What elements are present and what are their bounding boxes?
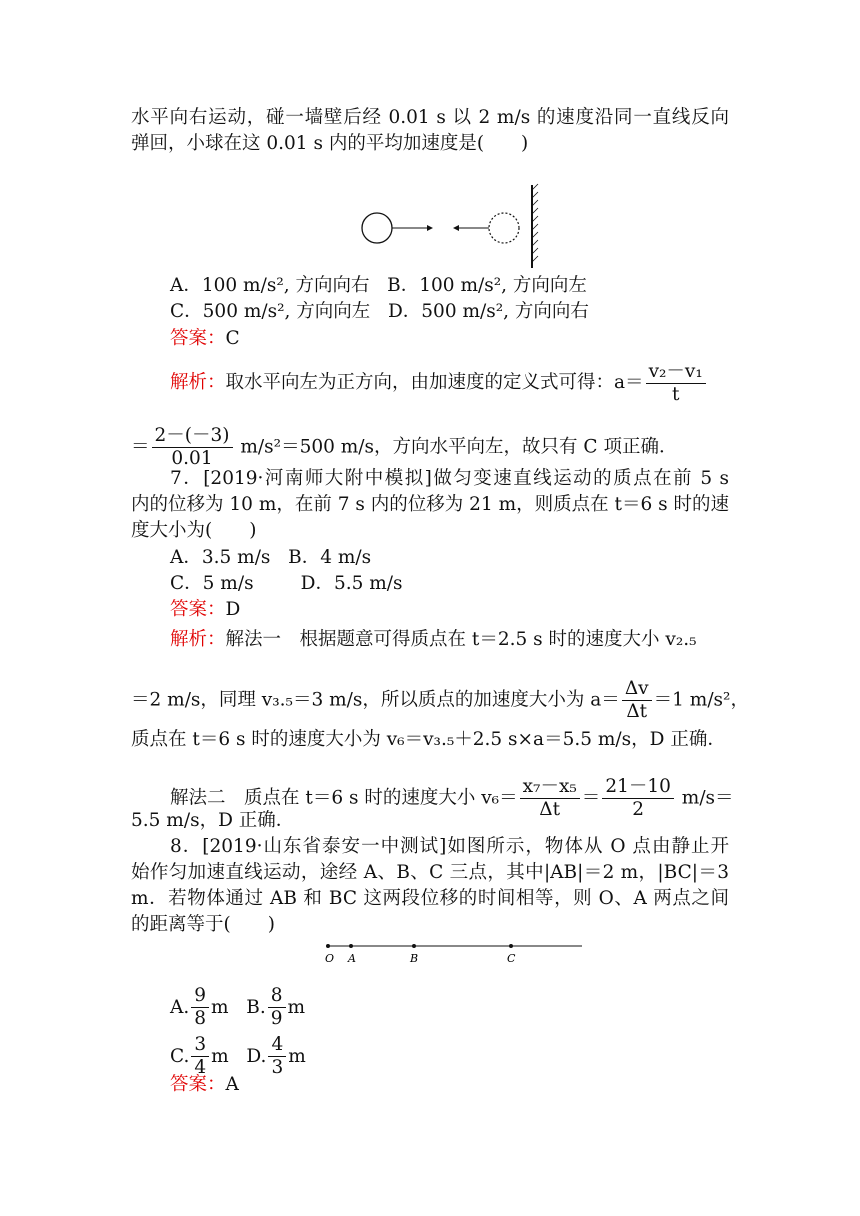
q7-fraction-numeric: $\frac{21-10}{2}$ (602, 776, 674, 821)
q6-analysis-label: 解析： (170, 372, 226, 393)
q8-answer (170, 1072, 729, 1098)
q7-options-ab (170, 545, 729, 571)
q6-analysis-equation: ＝ $\frac{2-(-3)}{0.01}$ m/s²＝500 m/s，方向水平向左，故只有 C 项正确． (131, 425, 678, 469)
q6-answer (170, 326, 729, 352)
q6-options-cd (170, 299, 729, 325)
ball-after-icon (489, 213, 519, 243)
q6-analysis-text: 取水平向左为正方向，由加速度的定义式可得：a＝ (225, 372, 644, 393)
q7-answer (170, 597, 729, 623)
q8-options-ab (170, 985, 729, 1030)
q7-answer-value: D (225, 599, 241, 620)
q6-stem-line-2: 弹回，小球在这 0.01 s 内的平均加速度是( ) (131, 133, 529, 154)
q6-option-a: A．100 m/s², 方向向右 (170, 275, 370, 296)
q6-stem-line-1: 水平向右运动，碰一墙壁后经 0.01 s 以 2 m/s 的速度沿同一直线反向 (131, 107, 729, 128)
q6-option-b: B．100 m/s², 方向向左 (387, 275, 587, 296)
q6-analysis (170, 361, 729, 406)
q7-analysis-1: 解析：解法一 根据题意可得质点在 t＝2.5 s 时的速度大小 v₂.₅ (170, 629, 697, 650)
q8-line-figure (318, 938, 588, 968)
q6-fraction-v: $\frac{\text{v₂－v₁}}{t}$ (646, 361, 706, 406)
q7-stem-line-1: 7．[2019·河南师大附中模拟]做匀变速直线运动的质点在前 5 s (170, 468, 729, 489)
q7-option-a: A．3.5 m/s (170, 547, 271, 568)
q6-options-ab (170, 273, 729, 299)
q6-ball-wall-figure (355, 180, 545, 270)
point-a-icon (349, 944, 353, 948)
q7-fraction-x: $\frac{\text{x₇－x₅}}{\Delta t}$ (520, 776, 580, 821)
q6-answer-label: 答案： (170, 328, 226, 349)
point-c-icon (509, 944, 513, 948)
q7-option-d: D．5.5 m/s (300, 573, 403, 594)
q8-stem-line-1: 8．[2019·山东省泰安一中测试]如图所示，物体从 O 点由静止开 (170, 836, 729, 857)
point-o-icon (326, 944, 330, 948)
q7-answer-label: 答案： (170, 599, 226, 620)
q7-method-2-end: 5.5 m/s，D 正确． (131, 810, 295, 831)
q8-option-a: A. $\frac{9}{8}$ m (170, 985, 229, 1029)
q6-option-c: C．500 m/s², 方向向左 (170, 301, 371, 322)
q8-option-d: D. $\frac{4}{3}$ m (246, 1034, 306, 1078)
q7-fraction-dv-dt: $\frac{\Delta v}{\Delta t}$ (622, 678, 652, 723)
q7-analysis-3: 质点在 t＝6 s 时的速度大小为 v₆＝v₃.₅＋2.5 s×a＝5.5 m/s，D 正确． (131, 729, 726, 750)
q7-options-cd (170, 571, 729, 597)
q7-method-2: 解法二 质点在 t＝6 s 时的速度大小 v₆＝ $\frac{\text{x₇－x₅}}{\Delta t}$ ＝ $\frac{21-10}{2}$ m/s＝ (170, 776, 734, 820)
q8-stem-line-3: m．若物体通过 AB 和 BC 这两段位移的时间相等，则 O、A 两点之间 (131, 888, 729, 909)
q8-option-c: C. $\frac{3}{4}$ m (170, 1034, 229, 1078)
q6-fraction-numeric: $\frac{2-(-3)}{0.01}$ (152, 425, 233, 470)
ball-before-icon (362, 213, 392, 243)
q6-answer-value: C (225, 328, 240, 349)
q6-option-d: D．500 m/s², 方向向右 (387, 301, 589, 322)
q8-answer-label: 答案： (170, 1074, 226, 1095)
point-b-label: B (410, 952, 419, 965)
point-o-label: O (325, 952, 335, 965)
arrow-right-icon (427, 225, 433, 231)
q7-stem-line-3: 度大小为( ) (131, 520, 257, 541)
q7-analysis-2: ＝2 m/s，同理 v₃.₅＝3 m/s，所以质点的加速度大小为 a＝ $\frac{\Delta v}{\Delta t}$ ＝1 m/s²， (131, 678, 749, 722)
q8-stem-line-2: 始作匀加速直线运动，途经 A、B、C 三点，其中|AB|＝2 m，|BC|＝3 (131, 862, 729, 883)
q8-option-b: B. $\frac{8}{9}$ m (246, 985, 306, 1029)
q7-analysis-label: 解析： (170, 629, 226, 650)
q8-stem-line-4: 的距离等于( ) (131, 914, 275, 935)
q7-option-b: B．4 m/s (288, 547, 372, 568)
point-c-label: C (507, 952, 516, 965)
point-b-icon (412, 944, 416, 948)
q8-answer-value: A (225, 1074, 239, 1095)
q7-stem-line-2: 内的位移为 10 m，在前 7 s 内的位移为 21 m，则质点在 t＝6 s 时的速 (131, 494, 729, 515)
arrow-left-icon (453, 225, 459, 231)
point-a-label: A (348, 952, 356, 965)
q7-option-c: C．5 m/s (170, 573, 254, 594)
